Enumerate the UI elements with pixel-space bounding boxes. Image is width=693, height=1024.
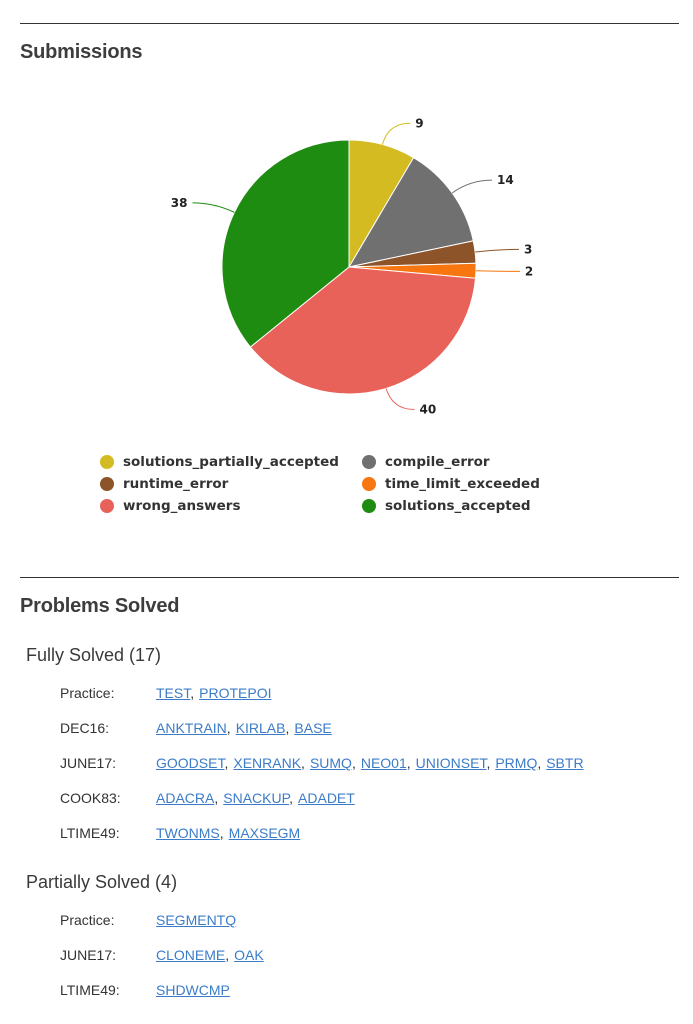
separator: , (406, 755, 411, 771)
problems-solved-title: Problems Solved (20, 595, 180, 617)
separator: , (190, 685, 195, 701)
legend-color-swatch (100, 499, 114, 513)
problem-link-shdwcmp[interactable]: SHDWCMP (156, 982, 230, 998)
separator: , (301, 755, 305, 771)
contest-label: JUNE17: (60, 947, 117, 963)
problem-link-test[interactable]: TEST (156, 685, 191, 701)
fully-solved-row (60, 755, 584, 771)
partially-solved-row (60, 912, 236, 928)
pie-value-label-runtime-error: 3 (523, 242, 533, 257)
legend-color-swatch (362, 455, 376, 469)
legend-color-swatch (362, 499, 376, 513)
separator: , (486, 755, 491, 771)
partially-solved-row (60, 947, 264, 963)
problem-link-segmentq[interactable]: SEGMENTQ (156, 912, 237, 928)
problem-link-maxsegm[interactable]: MAXSEGM (228, 825, 301, 841)
legend-color-swatch (100, 477, 114, 491)
pie-connector-compile-error (452, 180, 492, 193)
submissions-title: Submissions (20, 41, 143, 63)
separator: , (225, 947, 230, 963)
problem-link-prmq[interactable]: PRMQ (495, 755, 538, 771)
top-divider (20, 23, 679, 24)
legend-item-runtime-error[interactable] (100, 476, 228, 492)
problem-link-adacra[interactable]: ADACRA (156, 790, 215, 806)
separator: , (285, 720, 290, 736)
fully-solved-heading: Fully Solved (17) (26, 645, 162, 665)
problem-link-protepoi[interactable]: PROTEPOI (199, 685, 272, 701)
separator: , (219, 825, 224, 841)
legend-color-swatch (100, 455, 114, 469)
problem-link-base[interactable]: BASE (294, 720, 332, 736)
pie-value-label-wrong-answers: 40 (419, 402, 437, 417)
problem-link-oak[interactable]: OAK (234, 947, 264, 963)
partially-solved-heading: Partially Solved (4) (26, 872, 178, 892)
pie-connector-time-limit-exceeded (476, 271, 520, 272)
problem-link-sbtr[interactable]: SBTR (546, 755, 584, 771)
legend-item-solutions-accepted[interactable] (362, 498, 531, 514)
legend-label: time_limit_exceeded (385, 476, 540, 492)
separator: , (226, 720, 231, 736)
contest-label: COOK83: (60, 790, 121, 806)
legend-label: solutions_partially_accepted (123, 454, 339, 470)
pie-value-label-compile-error: 14 (497, 173, 514, 188)
contest-label: Practice: (60, 685, 115, 701)
separator: , (537, 755, 542, 771)
pie-connector-solutions-partially-accepted (382, 123, 410, 144)
legend-color-swatch (362, 477, 376, 491)
problem-link-unionset[interactable]: UNIONSET (415, 755, 487, 771)
fully-solved-row (60, 790, 355, 806)
problem-links (156, 755, 584, 771)
problem-link-cloneme[interactable]: CLONEME (156, 947, 226, 963)
problem-links (156, 947, 264, 963)
problem-link-adadet[interactable]: ADADET (298, 790, 355, 806)
pie-connector-wrong-answers (386, 388, 414, 409)
problem-links (156, 685, 271, 701)
contest-label: DEC16: (60, 720, 110, 736)
problem-links (156, 720, 332, 736)
pie-value-label-solutions-partially-accepted: 9 (415, 116, 424, 131)
submissions-pie-chart (0, 80, 693, 450)
legend-label: solutions_accepted (385, 498, 531, 514)
legend-item-wrong-answers[interactable] (100, 498, 241, 514)
problem-links (156, 982, 230, 998)
pie-connector-runtime-error (475, 249, 519, 252)
contest-label: JUNE17: (60, 755, 117, 771)
legend-item-solutions-partially-accepted[interactable] (100, 454, 339, 470)
separator: , (214, 790, 219, 806)
problem-link-goodset[interactable]: GOODSET (156, 755, 225, 771)
contest-label: Practice: (60, 912, 115, 928)
pie-value-label-solutions-accepted: 38 (170, 195, 188, 210)
problem-link-kirlab[interactable]: KIRLAB (235, 720, 286, 736)
partially-solved-row (60, 982, 230, 998)
legend-label: wrong_answers (123, 498, 241, 514)
problem-link-twonms[interactable]: TWONMS (156, 825, 220, 841)
contest-label: LTIME49: (60, 982, 120, 998)
fully-solved-row (60, 720, 332, 736)
problem-links (156, 790, 355, 806)
fully-solved-row (60, 685, 271, 701)
problem-links (156, 825, 300, 841)
legend-item-compile-error[interactable] (362, 454, 490, 470)
problem-link-sumq[interactable]: SUMQ (309, 755, 352, 771)
legend-label: compile_error (385, 454, 490, 470)
separator: , (351, 755, 356, 771)
problem-link-neo01[interactable]: NEO01 (360, 755, 407, 771)
legend-label: runtime_error (123, 476, 229, 492)
separator: , (224, 755, 229, 771)
problem-link-snackup[interactable]: SNACKUP (223, 790, 290, 806)
problem-link-anktrain[interactable]: ANKTRAIN (156, 720, 227, 736)
problems-divider (20, 577, 679, 578)
pie-value-label-time-limit-exceeded: 2 (524, 264, 534, 279)
contest-label: LTIME49: (60, 825, 120, 841)
problem-links (156, 912, 236, 928)
fully-solved-row (60, 825, 300, 841)
separator: , (289, 790, 294, 806)
problem-link-xenrank[interactable]: XENRANK (233, 755, 302, 771)
legend-item-time-limit-exceeded[interactable] (362, 476, 540, 492)
pie-connector-solutions-accepted (192, 203, 234, 212)
